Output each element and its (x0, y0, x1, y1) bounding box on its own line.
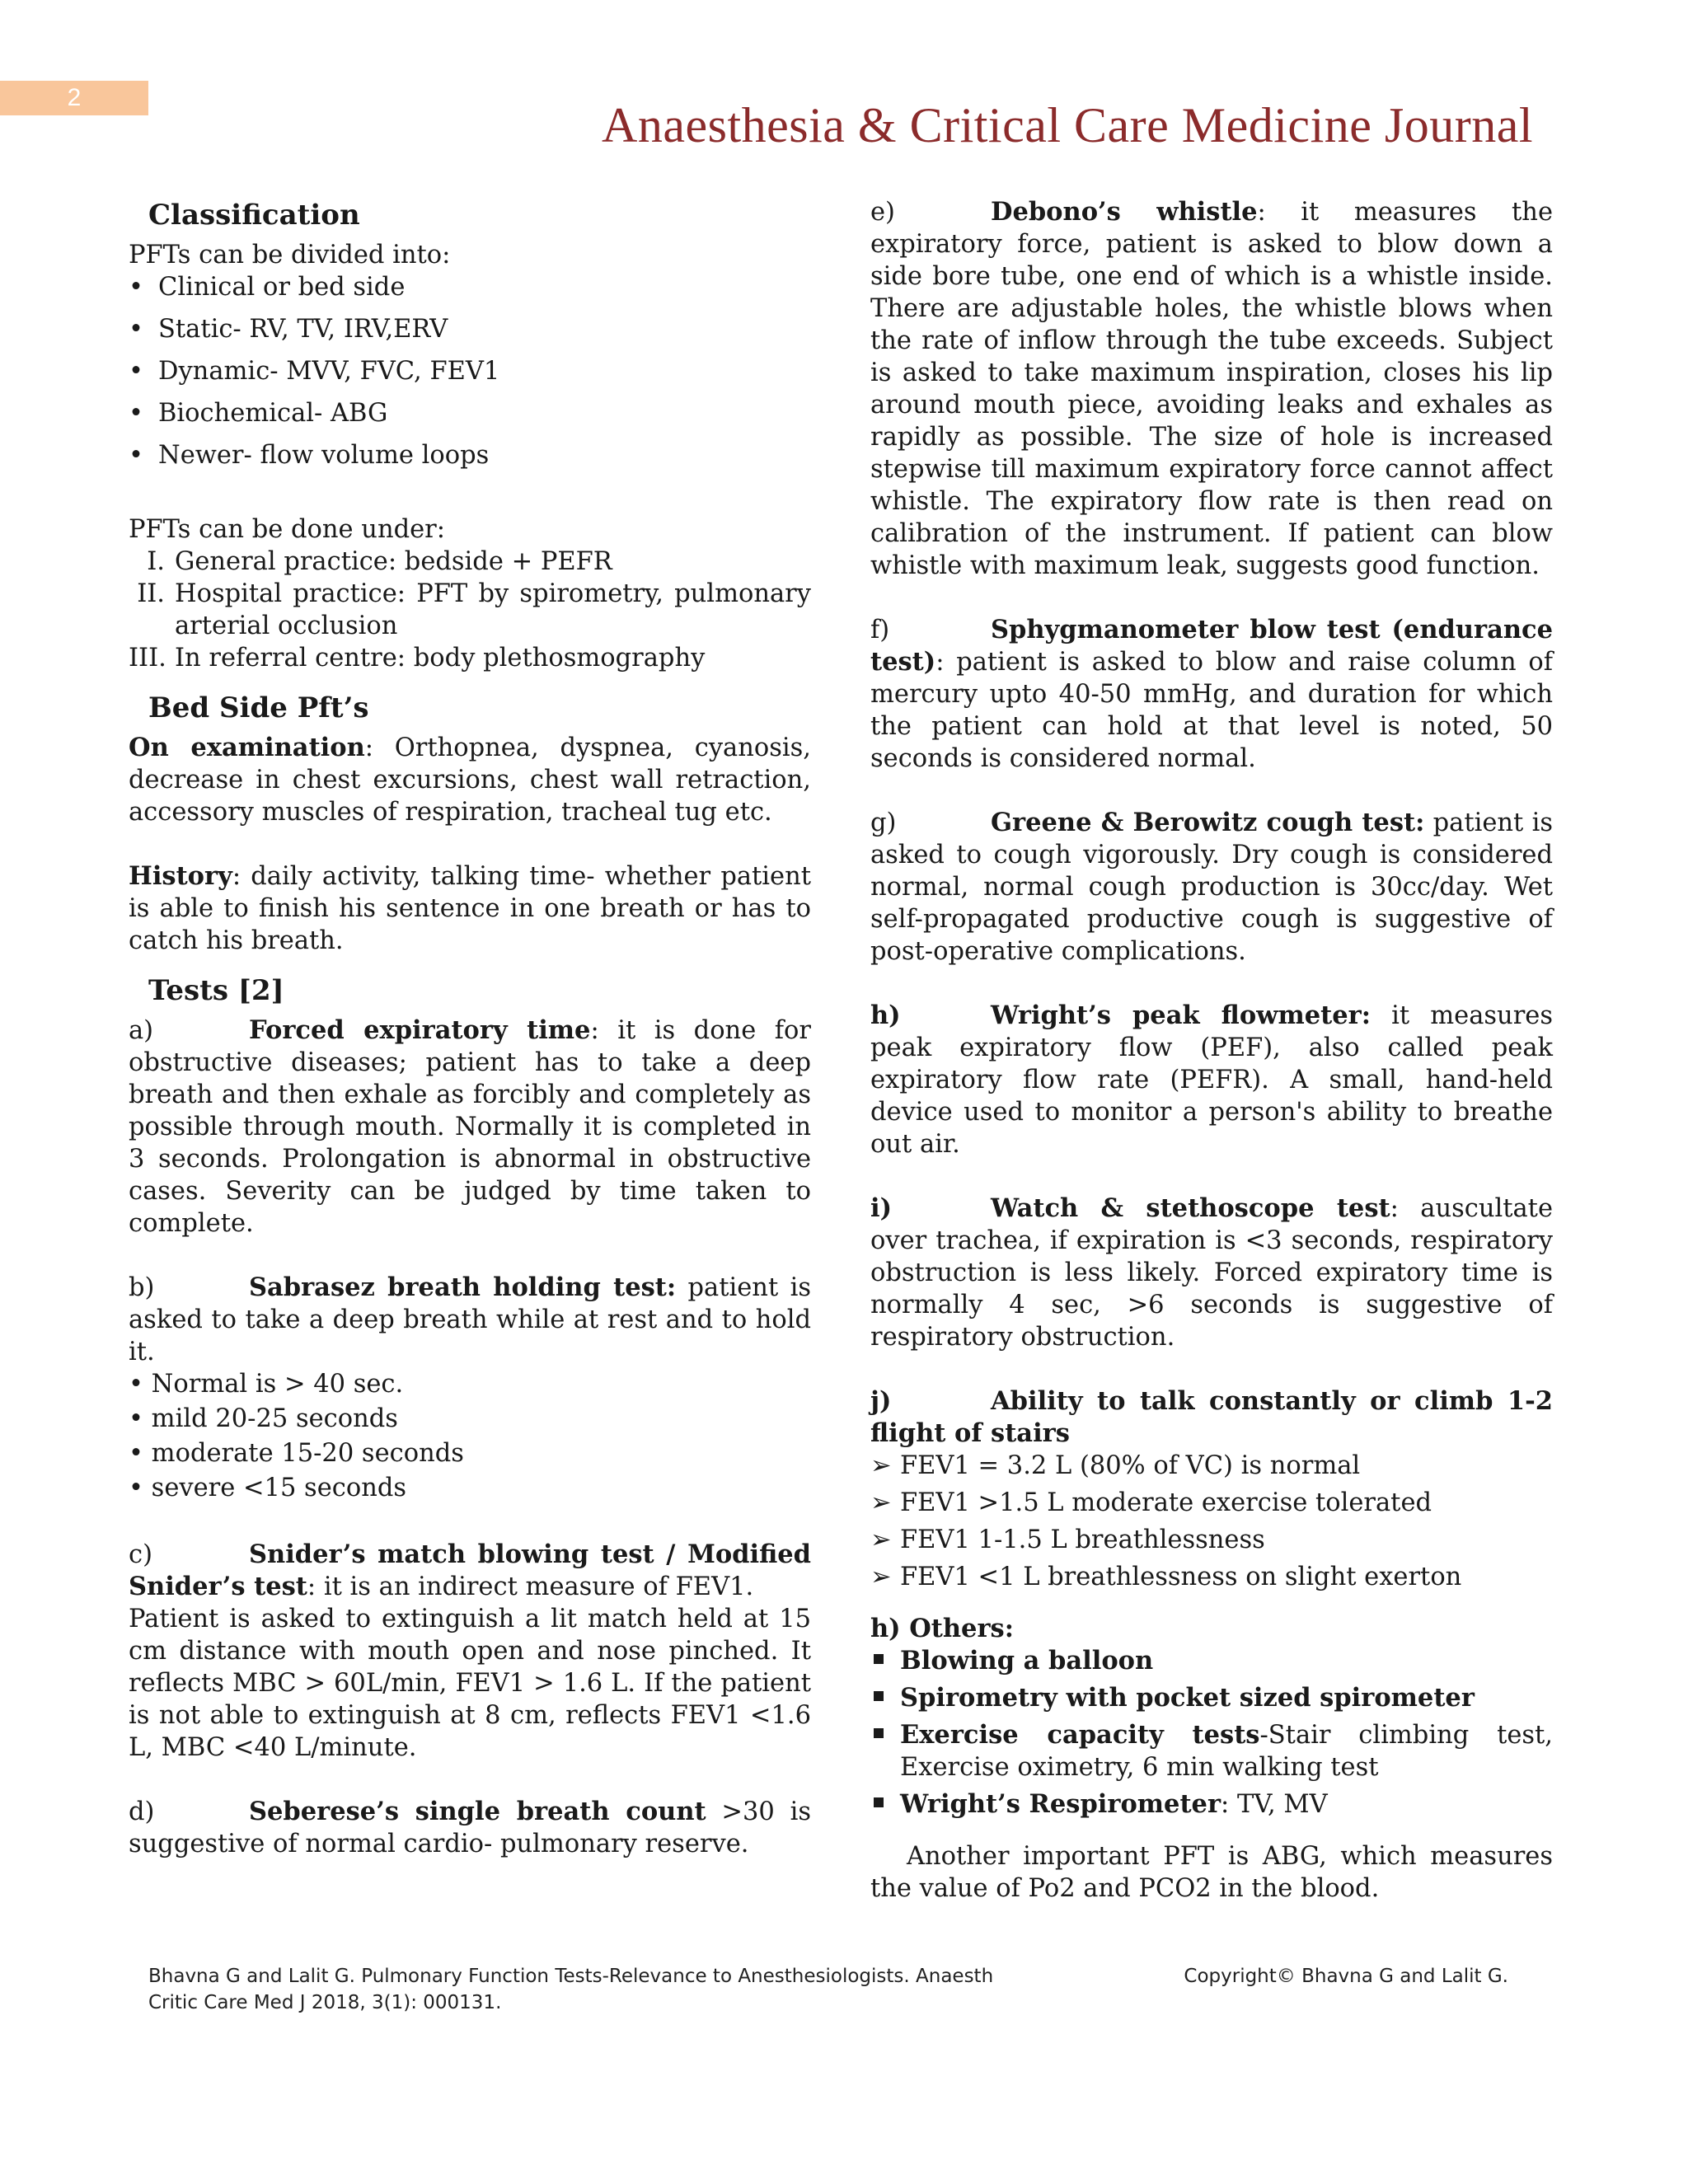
history-paragraph: History: daily activity, talking time- whether patient is able to finish his sentence in one breath or has to catch his breath. (129, 861, 811, 955)
bullet-icon: • (129, 357, 143, 386)
test-d: d) Seberese’s single breath count >30 is suggestive of normal cardio- pulmonary reserve. (129, 1797, 811, 1858)
others-list (870, 1645, 1553, 1821)
list-item: ➢ FEV1 <1 L breathlessness on slight exerton (870, 1563, 1462, 1591)
test-c-paragraph: Patient is asked to extinguish a lit match held at 15 cm distance with mouth open and nose pinched. It reflects MBC > 60L/min, FEV1 > 1.6 L. If the patient is not able to extinguish at 8 cm, reflects FEV1 <1.6 L, MBC <40 L/minute. (129, 1605, 811, 1762)
bullet-icon: • (129, 399, 143, 428)
right-column (870, 196, 1553, 1905)
page-number: 2 (0, 81, 148, 115)
list-item: ➢ FEV1 >1.5 L moderate exercise tolerated (870, 1488, 1432, 1517)
bullet-icon: • (129, 315, 143, 344)
list-item: • severe <15 seconds (129, 1474, 407, 1502)
list-item: ➢ FEV1 = 3.2 L (80% of VC) is normal (870, 1451, 1361, 1480)
others-heading: h) Others: (870, 1614, 1014, 1643)
bullet-icon: • (129, 273, 143, 302)
exam-paragraph: On examination: Orthopnea, dyspnea, cyanosis, decrease in chest excursions, chest wall retraction, accessory muscles of respiration, tracheal tug etc. (129, 733, 811, 827)
footer-copyright: Copyright© Bhavna G and Lalit G. (1184, 1966, 1508, 1987)
test-j: j) Ability to talk constantly or climb 1-2 flight of stairs (870, 1386, 1553, 1448)
test-a: a) Forced expiratory time: it is done for obstructive diseases; patient has to take a deep breath and then exhale as forcibly and completely as possible through mouth. Normally it is completed in 3 seconds. Prolongation is abnormal in obstructive cases. Severity can be judged by time taken to complete. (129, 1015, 811, 1238)
practice-list (129, 546, 811, 674)
footer-citation: Bhavna G and Lalit G. Pulmonary Function Tests-Relevance to Anesthesiologists. Anaesth Critic Care Med J 2018, 3(1): 000131. (148, 1966, 994, 2013)
test-g: g) Greene & Berowitz cough test: patient is asked to cough vigorously. Dry cough is considered normal, normal cough production is 30cc/day. Wet self-propagated productive cough is suggestive of post-operative complications. (870, 808, 1553, 966)
closing-paragraph: Another important PFT is ABG, which measures the value of Po2 and PCO2 in the blood. (870, 1842, 1553, 1903)
square-bullet-icon (874, 1797, 884, 1807)
list-item: • Clinical or bed side (129, 273, 406, 302)
list-item: • mild 20-25 seconds (129, 1404, 398, 1433)
section-heading-classification: Classification (148, 199, 360, 232)
list-item: • Normal is > 40 sec. (129, 1370, 404, 1399)
breath-hold-list (129, 1368, 811, 1504)
left-column (129, 196, 811, 1860)
square-bullet-icon (874, 1728, 884, 1738)
arrow-bullet-icon: ➢ (870, 1488, 892, 1517)
list-item: • moderate 15-20 seconds (129, 1439, 464, 1468)
test-b: b) Sabrasez breath holding test: patient is asked to take a deep breath while at rest and to hold it. (129, 1272, 811, 1366)
section-heading-bedside: Bed Side Pft’s (148, 691, 369, 724)
arrow-bullet-icon: ➢ (870, 1451, 892, 1480)
list-item: Blowing a balloon (870, 1645, 1553, 1677)
list-item: ➢ FEV1 1-1.5 L breathlessness (870, 1526, 1265, 1554)
list-item: Wright’s Respirometer: TV, MV (870, 1788, 1553, 1821)
classification-under-intro: PFTs can be done under: (129, 515, 446, 544)
test-e: e) Debono’s whistle: it measures the expiratory force, patient is asked to blow down a side bore tube, one end of which is a whistle inside. There are adjustable holes, the whistle blows when the rate of inflow through the tube exceeds. Subject is asked to take maximum inspiration, closes his lip around mouth piece, avoiding leaks and exhales as rapidly as possible. The size of hole is increased stepwise till maximum expiratory force cannot affect whistle. The expiratory flow rate is then read on calibration of the instrument. If patient can blow whistle with maximum leak, suggests good function. (870, 197, 1553, 580)
test-i: i) Watch & stethoscope test: auscultate over trachea, if expiration is <3 seconds, respiratory obstruction is less likely. Forced expiratory time is normally 4 sec, >6 seconds is suggestive of respiratory obstruction. (870, 1193, 1553, 1352)
square-bullet-icon (874, 1691, 884, 1701)
list-item: Spirometry with pocket sized spirometer (870, 1682, 1553, 1714)
list-item: • Dynamic- MVV, FVC, FEV1 (129, 357, 500, 386)
list-item: III. In referral centre: body plethosmography (129, 644, 706, 673)
test-f: f) Sphygmanometer blow test (endurance test): patient is asked to blow and raise column of mercury upto 40-50 mmHg, and duration for which the patient can hold at that level is noted, 50 seconds is considered normal. (870, 615, 1553, 773)
fev1-list (870, 1450, 1553, 1593)
classification-intro: PFTs can be divided into: (129, 241, 451, 269)
test-c: c) Snider’s match blowing test / Modified Snider’s test: it is an indirect measure of FEV1. (129, 1540, 811, 1601)
list-item: II. Hospital practice: PFT by spirometry, pulmonary arterial occlusion (137, 579, 811, 640)
list-item: Exercise capacity tests-Stair climbing test, Exercise oximetry, 6 min walking test (870, 1719, 1553, 1783)
list-item: • Newer- flow volume loops (129, 441, 490, 470)
list-item: I. General practice: bedside + PEFR (147, 547, 612, 576)
bullet-icon: • (129, 441, 143, 470)
arrow-bullet-icon: ➢ (870, 1563, 892, 1591)
list-item: • Biochemical- ABG (129, 399, 388, 428)
test-h: h) Wright’s peak flowmeter: it measures peak expiratory flow (PEF), also called peak expiratory flow rate (PEFR). A small, hand-held device used to monitor a person's ability to breathe out air. (870, 1001, 1553, 1159)
arrow-bullet-icon: ➢ (870, 1526, 892, 1554)
list-item: • Static- RV, TV, IRV,ERV (129, 315, 448, 344)
classification-list (129, 271, 811, 471)
square-bullet-icon (874, 1654, 884, 1664)
section-heading-tests: Tests [2] (148, 974, 284, 1007)
journal-title: Anaesthesia & Critical Care Medicine Journal (602, 98, 1533, 152)
